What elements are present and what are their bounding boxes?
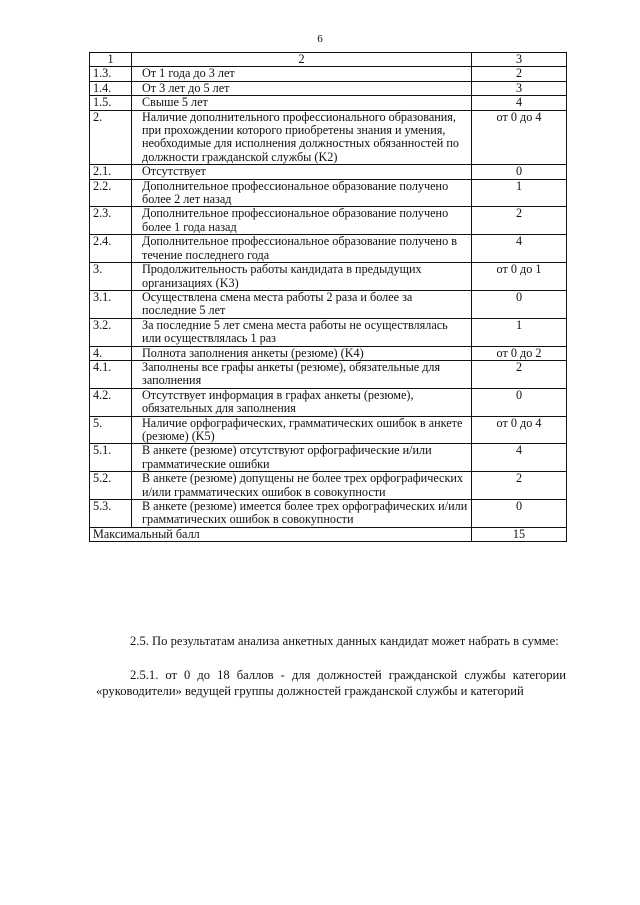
table-row: [90, 318, 567, 346]
row-score: 0: [472, 388, 567, 416]
row-description: За последние 5 лет смена места работы не осуществлялась или осуществлялась 1 раз: [132, 318, 472, 346]
row-score: 2: [472, 472, 567, 500]
row-description: Дополнительное профессиональное образование получено в течение последнего года: [132, 235, 472, 263]
row-number: 3.1.: [90, 290, 132, 318]
table-row: [90, 96, 567, 110]
table-row: [90, 444, 567, 472]
row-description: Отсутствует: [132, 165, 472, 179]
table-row: [90, 110, 567, 165]
row-description: Заполнены все графы анкеты (резюме), обязательные для заполнения: [132, 360, 472, 388]
row-score: 3: [472, 81, 567, 95]
row-number: 4.: [90, 346, 132, 360]
row-description: В анкете (резюме) допущены не более трех орфографических и/или грамматических ошибок в совокупности: [132, 472, 472, 500]
row-score: 0: [472, 500, 567, 528]
row-score: от 0 до 2: [472, 346, 567, 360]
row-description: От 3 лет до 5 лет: [132, 81, 472, 95]
row-description: В анкете (резюме) имеется более трех орфографических и/или грамматических ошибок в совокупности: [132, 500, 472, 528]
table-row: [90, 207, 567, 235]
row-number: 2.2.: [90, 179, 132, 207]
row-number: 2.1.: [90, 165, 132, 179]
table-row: [90, 500, 567, 528]
row-number: 5.3.: [90, 500, 132, 528]
table-row: [90, 388, 567, 416]
row-score: 2: [472, 207, 567, 235]
row-score: 0: [472, 165, 567, 179]
paragraph-2-5-1: [96, 667, 566, 699]
table-row: [90, 346, 567, 360]
row-score: 2: [472, 360, 567, 388]
table-row: [90, 235, 567, 263]
table-row: [90, 81, 567, 95]
table-row: [90, 263, 567, 291]
header-cell: 2: [132, 53, 472, 67]
row-score: 1: [472, 318, 567, 346]
row-description: Наличие дополнительного профессионального образования, при прохождении которого приобретены знания и умения, необходимые для исполнения должностных обязанностей по должности гражданской службы (K2): [132, 110, 472, 165]
row-description: Свыше 5 лет: [132, 96, 472, 110]
row-number: 2.3.: [90, 207, 132, 235]
row-description: Дополнительное профессиональное образование получено более 1 года назад: [132, 207, 472, 235]
row-score: 2: [472, 67, 567, 81]
table-row: [90, 472, 567, 500]
row-number: 4.2.: [90, 388, 132, 416]
row-description: От 1 года до 3 лет: [132, 67, 472, 81]
row-number: 1.4.: [90, 81, 132, 95]
row-description: Продолжительность работы кандидата в предыдущих организациях (K3): [132, 263, 472, 291]
row-number: 3.2.: [90, 318, 132, 346]
row-description: В анкете (резюме) отсутствуют орфографические и/или грамматические ошибки: [132, 444, 472, 472]
max-score-row: [90, 527, 567, 541]
row-number: 5.2.: [90, 472, 132, 500]
scoring-table: [89, 52, 567, 542]
header-cell: 3: [472, 53, 567, 67]
row-description: Дополнительное профессиональное образование получено более 2 лет назад: [132, 179, 472, 207]
row-number: 3.: [90, 263, 132, 291]
table-header-row: [90, 53, 567, 67]
table-row: [90, 67, 567, 81]
max-score-value: 15: [472, 527, 567, 541]
table-row: [90, 360, 567, 388]
row-description: Осуществлена смена места работы 2 раза и более за последние 5 лет: [132, 290, 472, 318]
table-row: [90, 416, 567, 444]
row-score: от 0 до 4: [472, 110, 567, 165]
row-score: от 0 до 4: [472, 416, 567, 444]
row-number: 5.: [90, 416, 132, 444]
row-description: Полнота заполнения анкеты (резюме) (K4): [132, 346, 472, 360]
row-score: 4: [472, 96, 567, 110]
row-number: 4.1.: [90, 360, 132, 388]
table-row: [90, 179, 567, 207]
table-row: [90, 165, 567, 179]
page-number: 6: [317, 33, 323, 45]
row-score: 4: [472, 235, 567, 263]
row-score: 1: [472, 179, 567, 207]
row-description: Наличие орфографических, грамматических ошибок в анкете (резюме) (K5): [132, 416, 472, 444]
header-cell: 1: [90, 53, 132, 67]
row-score: 4: [472, 444, 567, 472]
paragraph-text: 2.5.1. от 0 до 18 баллов - для должностей гражданской службы категории «руководители» ведущей группы должностей гражданской службы и категорий: [96, 668, 566, 698]
row-description: Отсутствует информация в графах анкеты (резюме), обязательных для заполнения: [132, 388, 472, 416]
row-score: от 0 до 1: [472, 263, 567, 291]
paragraph-2-5: [96, 633, 566, 649]
row-number: 1.5.: [90, 96, 132, 110]
row-score: 0: [472, 290, 567, 318]
row-number: 2.: [90, 110, 132, 165]
row-number: 2.4.: [90, 235, 132, 263]
paragraph-text: 2.5. По результатам анализа анкетных данных кандидат может набрать в сумме:: [130, 634, 559, 648]
table-row: [90, 290, 567, 318]
max-score-label: Максимальный балл: [90, 527, 472, 541]
row-number: 1.3.: [90, 67, 132, 81]
row-number: 5.1.: [90, 444, 132, 472]
